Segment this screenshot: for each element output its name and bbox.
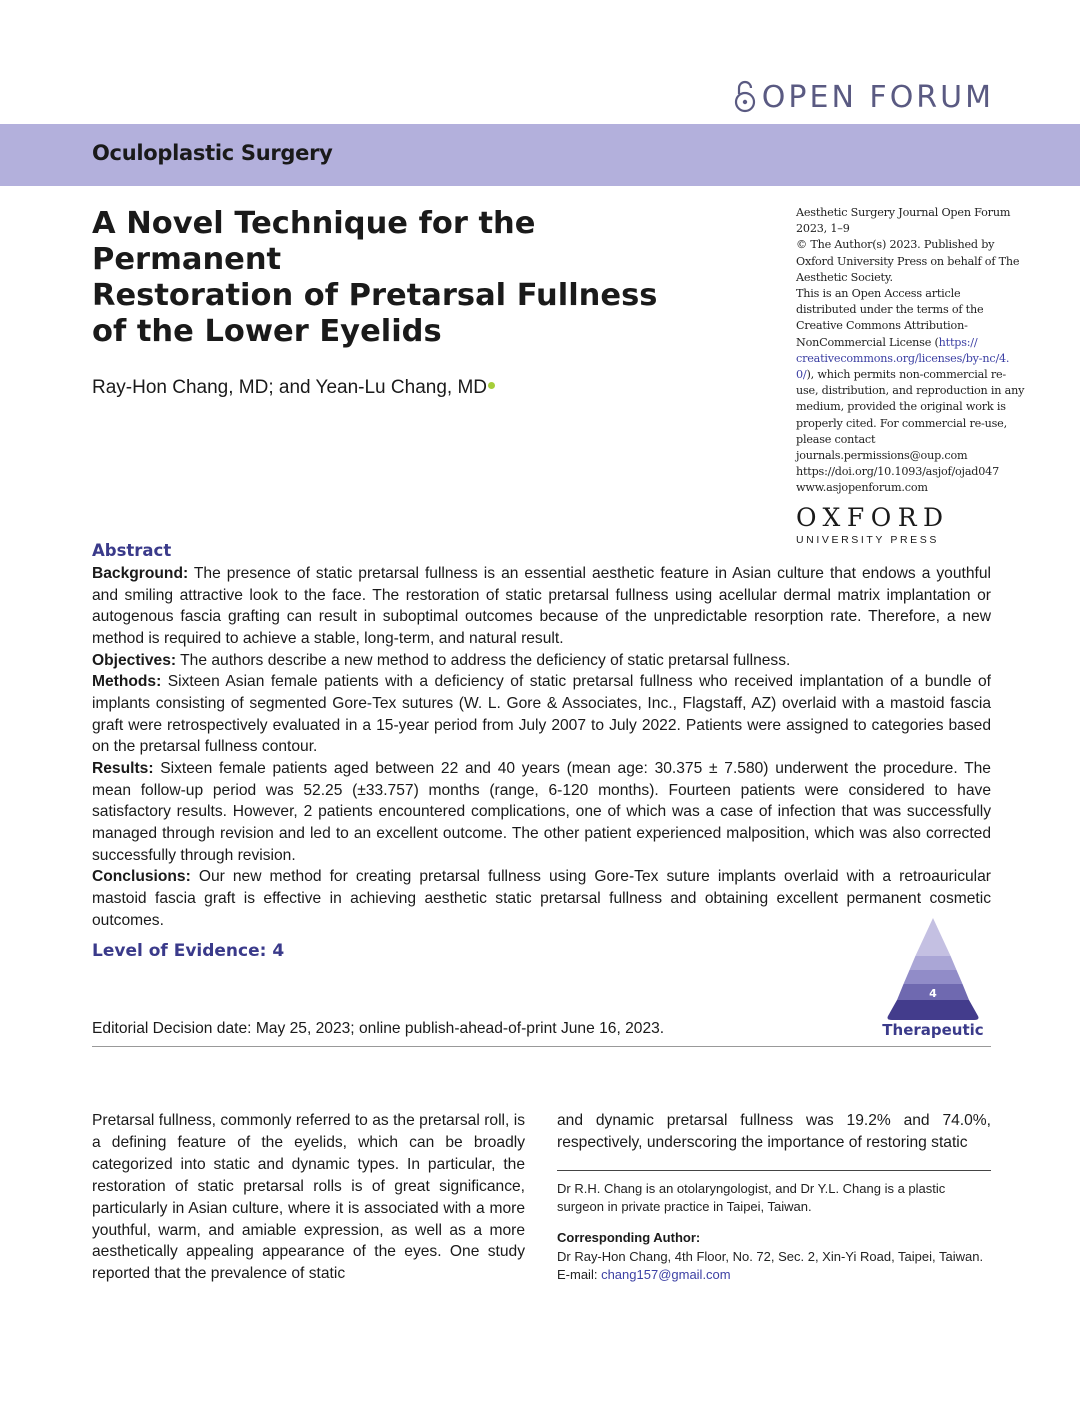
editorial-dates: Editorial Decision date: May 25, 2023; online publish-ahead-of-print June 16, 2023.: [92, 1020, 665, 1037]
article-title: [92, 206, 692, 350]
journal-info-line: © The Author(s) 2023. Published by: [796, 238, 995, 252]
license-link-part-2[interactable]: creativecommons.org/licenses/by-nc/4.: [796, 351, 1010, 365]
license-suffix: ), which permits non-commercial re-: [806, 368, 1006, 382]
abstract-text: The authors describe a new method to address the deficiency of static pretarsal fullness.: [180, 651, 791, 669]
journal-info-line: [796, 367, 1006, 383]
corresponding-author-email: [557, 1266, 731, 1284]
open-lock-icon: [734, 80, 756, 114]
pyramid-level-number: 4: [929, 987, 937, 1000]
authors: [92, 377, 495, 399]
journal-info-line: [796, 351, 1010, 367]
oxford-logo: [796, 504, 950, 546]
abstract-text: Sixteen female patients aged between 22 and 40 years (mean age: 30.375 ± 7.580) underwent the procedure. The mean follow-up period was 52.25 (±33.757) months (range, 6-120 months). Fourteen patients were considered to have satisfactory results. However, 2 patients encountered complications, one of which was a case of infection that was successfully managed through revision and led to an excellent outcome. The other patient experienced malposition, which was also corrected successfully through revision.: [92, 759, 991, 864]
journal-info-line: use, distribution, and reproduction in any: [796, 384, 1025, 398]
journal-info-line: This is an Open Access article: [796, 287, 961, 301]
journal-info-line: Oxford University Press on behalf of The: [796, 254, 1020, 268]
journal-info-line: Creative Commons Attribution-: [796, 319, 968, 333]
doi-link: https://doi.org/10.1093/asjof/ojad047: [796, 465, 999, 479]
corresponding-author-heading: Corresponding Author:: [557, 1230, 701, 1245]
journal-info-line: 2023, 1–9: [796, 222, 850, 236]
abstract-methods: [92, 671, 991, 758]
journal-info-line: please contact: [796, 432, 876, 446]
open-forum-logo: [734, 74, 994, 120]
journal-info: [796, 205, 1025, 497]
pyramid-tier-2: [910, 956, 957, 970]
footnote-divider: [557, 1170, 991, 1171]
abstract-text: The presence of static pretarsal fullness is an essential aesthetic feature in Asian culture that endows a youthful and smiling attractive look to the face. The restoration of static pretarsal fullness using acellular dermal matrix implantation or autogenous fascia grafting can result in suboptimal outcomes because of the unpredictable resorption rate. Therefore, a new method is required to achieve a stable, long-term, and natural result.: [92, 565, 991, 647]
author-affiliation: Dr R.H. Chang is an otolaryngologist, and Dr Y.L. Chang is a plastic surgeon in private practice in Taipei, Taiwan.: [557, 1181, 946, 1214]
pyramid-tier-5: [888, 1000, 979, 1020]
abstract-conclusions: [92, 866, 991, 931]
divider: [92, 1046, 991, 1047]
license-link-part-3[interactable]: 0/: [796, 368, 807, 382]
license-link-part-1[interactable]: https://: [938, 335, 978, 349]
title-line-2: Restoration of Pretarsal Fullness: [92, 278, 658, 313]
title-line-3: of the Lower Eyelids: [92, 314, 442, 349]
journal-info-line: Aesthetic Surgery Journal Open Forum: [796, 206, 1011, 219]
journal-info-line: Aesthetic Society.: [796, 270, 893, 284]
journal-info-line: properly cited. For commercial re-use,: [796, 416, 1007, 430]
body-text-left: Pretarsal fullness, commonly referred to as the pretarsal roll, is a defining feature of the eyelids, which can be broadly categorized into static and dynamic types. In particular, the restoration of static pretarsal rolls is of great significance, particularly in Asian culture, where it is associated with a more youthful, warm, and amiable expression, as well as a more aesthetically appealing appearance of the eyes. One study reported that the prevalence of static: [92, 1112, 525, 1283]
abstract-heading: Abstract: [92, 541, 172, 560]
abstract-label: Methods:: [92, 673, 162, 691]
abstract-label: Background:: [92, 565, 189, 582]
abstract-label: Conclusions:: [92, 868, 191, 886]
evidence-pyramid-icon: [874, 918, 992, 1022]
abstract-background: [92, 563, 991, 650]
title-line-1: A Novel Technique for the Permanent: [92, 206, 536, 277]
brand-name: OPEN FORUM: [761, 79, 994, 115]
section-label: Oculoplastic Surgery: [92, 141, 333, 165]
author-names: Ray-Hon Chang, MD; and Yean-Lu Chang, MD: [92, 377, 488, 398]
journal-info-line: medium, provided the original work is: [796, 400, 1006, 414]
abstract-label: Objectives:: [92, 651, 177, 669]
publisher-subtitle: UNIVERSITY PRESS: [796, 534, 939, 546]
corresponding-author-address: Dr Ray-Hon Chang, 4th Floor, No. 72, Sec. 2, Xin-Yi Road, Taipei, Taiwan.: [557, 1249, 984, 1264]
email-label: E-mail:: [557, 1267, 598, 1282]
abstract-label: Results:: [92, 759, 154, 777]
journal-info-line: distributed under the terms of the: [796, 303, 984, 317]
evidence-category: Therapeutic: [882, 1021, 984, 1039]
abstract-results: [92, 758, 991, 866]
abstract-objectives: [92, 650, 991, 672]
journal-permissions-email: journals.permissions@oup.com: [796, 449, 968, 463]
section-band: [0, 124, 1080, 186]
abstract-body: [92, 563, 991, 931]
journal-website: www.asjopenforum.com: [796, 481, 928, 495]
body-text-right: and dynamic pretarsal fullness was 19.2% and 74.0%, respectively, underscoring the importance of restoring static: [557, 1112, 991, 1151]
journal-info-line: [796, 335, 996, 351]
orcid-icon[interactable]: [488, 382, 495, 389]
abstract-text: Sixteen Asian female patients with a deficiency of static pretarsal fullness who received implantation of a bundle of implants consisting of segmented Gore-Tex sutures (W. L. Gore & Associates, Inc., Flagstaff, AZ) overlaid with a mastoid fascia graft were retrospectively evaluated in a 15-year period from July 2007 to July 2022. Patients were assigned to categories based on the pretarsal fullness contour.: [92, 673, 991, 756]
pyramid-tier-1: [915, 918, 950, 956]
license-prefix: NonCommercial License (: [796, 335, 939, 349]
level-of-evidence[interactable]: Level of Evidence: 4: [92, 941, 285, 961]
abstract-text: Our new method for creating pretarsal fullness using Gore-Tex suture implants overlaid with a retroauricular mastoid fascia graft is effective in achieving aesthetic static pretarsal fullness and obtaining excellent permanent cosmetic outcomes.: [92, 868, 992, 929]
email-link[interactable]: chang157@gmail.com: [601, 1267, 731, 1282]
publisher-name: OXFORD: [796, 503, 950, 532]
pyramid-tier-3: [904, 970, 963, 984]
